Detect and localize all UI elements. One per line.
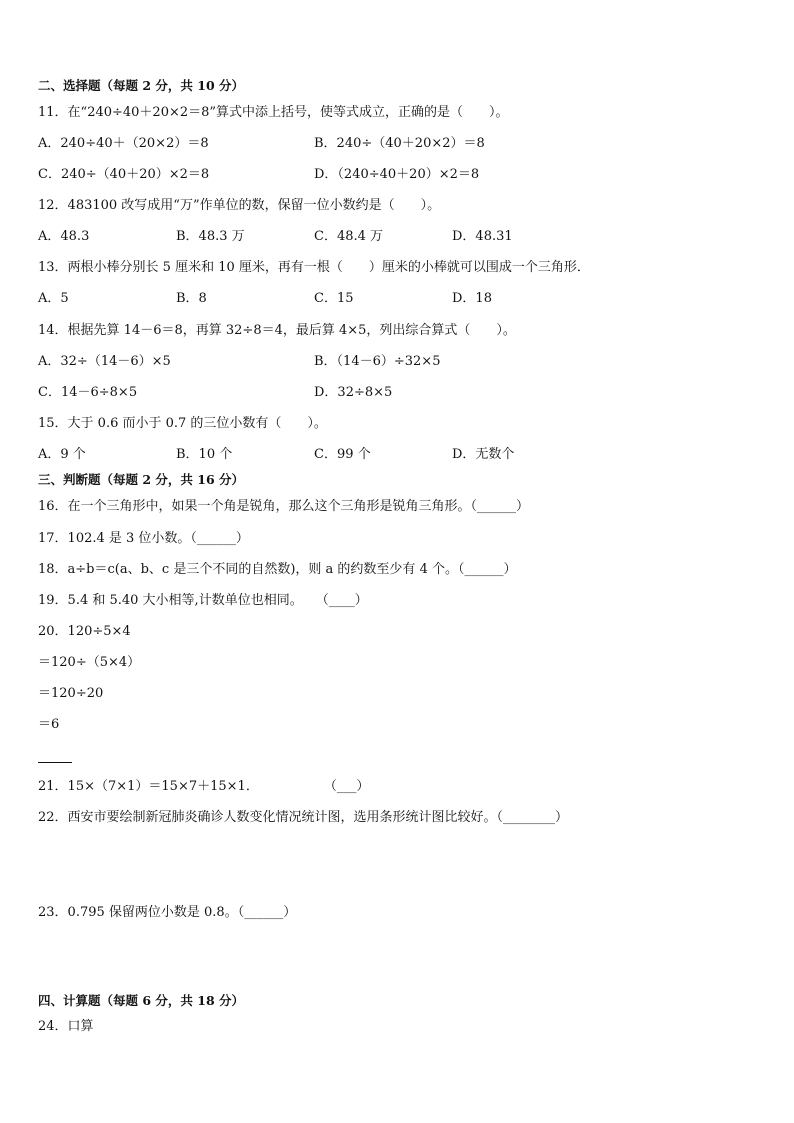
- question-22: 22．西安市要绘制新冠肺炎确诊人数变化情况统计图，选用条形统计图比较好。（________）: [38, 810, 569, 825]
- question-13-stem: 13．两根小棒分别长 5 厘米和 10 厘米，再有一根（ ）厘米的小棒就可以围成一个三角形．: [38, 260, 590, 275]
- question-23: 23．0.795 保留两位小数是 0.8。（______）: [38, 905, 297, 920]
- question-20-line-1: 20．120÷5×4: [38, 624, 131, 639]
- question-15-stem: 15．大于 0.6 而小于 0.7 的三位小数有（ ）。: [38, 416, 327, 431]
- question-20-line-3: ＝120÷20: [38, 686, 104, 701]
- question-12-option-c: C．48.4 万: [314, 229, 384, 244]
- question-11-option-c: C．240÷（40＋20）×2＝8: [38, 167, 210, 182]
- question-20-answer-blank: [38, 762, 72, 763]
- section-heading-true-false: 三、判断题（每题 2 分，共 16 分）: [38, 472, 245, 487]
- question-14-stem: 14．根据先算 14－6＝8，再算 32÷8＝4，最后算 4×5，列出综合算式（ ）。: [38, 323, 516, 338]
- question-12-option-b: B．48.3 万: [176, 229, 245, 244]
- question-14-option-a: A．32÷（14－6）×5: [38, 354, 171, 369]
- question-11-option-a: A．240÷40＋（20×2）＝8: [38, 136, 209, 151]
- question-14-option-d: D．32÷8×5: [314, 385, 393, 400]
- question-19: 19．5.4 和 5.40 大小相等,计数单位也相同。 （____）: [38, 593, 368, 608]
- question-11-stem: 11．在“240÷40＋20×2＝8”算式中添上括号，使等式成立，正确的是（ ）。: [38, 105, 509, 120]
- question-13-option-c: C．15: [314, 291, 354, 306]
- question-13-option-a: A．5: [38, 291, 69, 306]
- question-16: 16．在一个三角形中，如果一个角是锐角，那么这个三角形是锐角三角形。（______）: [38, 499, 530, 514]
- question-11-option-b: B．240÷（40＋20×2）＝8: [314, 136, 485, 151]
- question-20-line-2: ＝120÷（5×4）: [38, 655, 141, 670]
- section-heading-calculation: 四、计算题（每题 6 分，共 18 分）: [38, 993, 245, 1008]
- question-21: 21．15×（7×1）＝15×7＋15×1． （___）: [38, 779, 370, 794]
- question-13-option-d: D．18: [452, 291, 492, 306]
- question-12-option-d: D．48.31: [452, 229, 513, 244]
- question-15-option-c: C．99 个: [314, 447, 371, 462]
- question-15-option-a: A．9 个: [38, 447, 86, 462]
- section-heading-choice: 二、选择题（每题 2 分，共 10 分）: [38, 78, 245, 93]
- question-13-option-b: B．8: [176, 291, 207, 306]
- question-20-line-4: ＝6: [38, 717, 60, 732]
- question-24: 24．口算: [38, 1019, 94, 1034]
- question-12-option-a: A．48.3: [38, 229, 90, 244]
- question-12-stem: 12．483100 改写成用“万”作单位的数，保留一位小数约是（ ）。: [38, 198, 441, 213]
- question-11-option-d: D．（240÷40＋20）×2＝8: [314, 167, 480, 182]
- question-15-option-b: B．10 个: [176, 447, 233, 462]
- question-14-option-c: C．14－6÷8×5: [38, 385, 138, 400]
- question-15-option-d: D．无数个: [452, 447, 515, 462]
- question-17: 17．102.4 是 3 位小数。（______）: [38, 531, 249, 546]
- question-14-option-b: B．（14－6）÷32×5: [314, 354, 441, 369]
- question-18: 18．a÷b＝c(a、b、c 是三个不同的自然数)，则 a 的约数至少有 4 个。（______）: [38, 562, 517, 577]
